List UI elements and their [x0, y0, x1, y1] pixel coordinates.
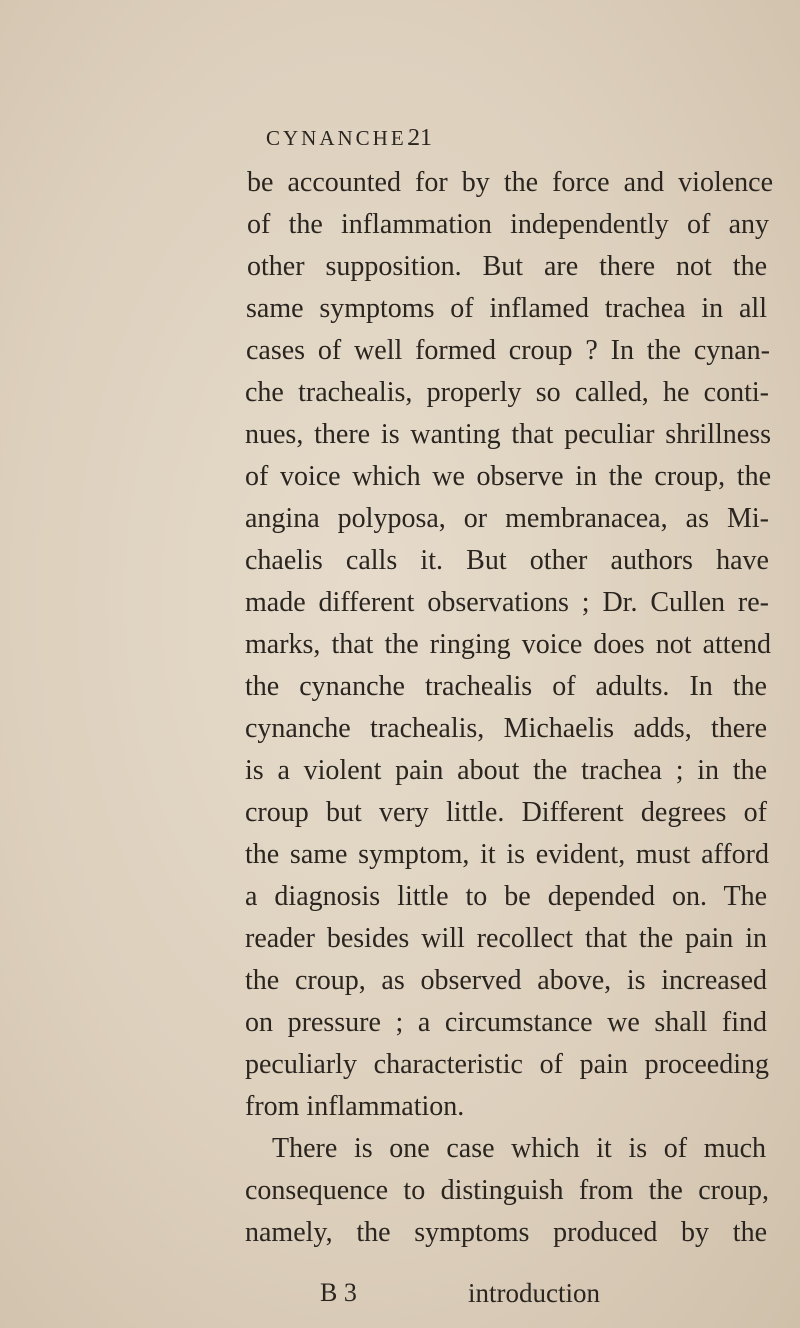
text-line: a diagnosis little to be depended on. The [245, 881, 767, 912]
text-line: reader besides will recollect that the pain in [245, 923, 767, 954]
signature-mark: B 3 [320, 1278, 357, 1307]
text-line: che trachealis, properly so called, he conti- [245, 377, 769, 408]
page-number: 21 [408, 125, 432, 151]
page-header [0, 118, 800, 158]
text-line: other supposition. But are there not the [247, 251, 767, 282]
running-head: CYNANCHE. [266, 126, 415, 150]
text-line: nues, there is wanting that peculiar shrillness [245, 419, 771, 450]
text-line: namely, the symptoms produced by the [245, 1217, 767, 1248]
text-line: cynanche trachealis, Michaelis adds, there [245, 713, 767, 744]
text-line: be accounted for by the force and violence [247, 167, 773, 198]
text-line: of the inflammation independently of any [247, 209, 769, 240]
text-line: made different observations ; Dr. Cullen re- [245, 587, 769, 618]
text-line: marks, that the ringing voice does not attend [245, 629, 771, 660]
text-line: the croup, as observed above, is increased [245, 965, 767, 996]
text-line: cases of well formed croup ? In the cynan- [246, 335, 770, 366]
text-line: consequence to distinguish from the croup, [245, 1175, 769, 1206]
text-line: the cynanche trachealis of adults. In the [245, 671, 767, 702]
text-line: on pressure ; a circumstance we shall find [245, 1007, 767, 1038]
text-line: from inflammation. [245, 1091, 465, 1122]
text-line: of voice which we observe in the croup, the [245, 461, 771, 492]
page-footer [0, 1272, 800, 1314]
paragraph-start-line: There is one case which it is of much [272, 1133, 766, 1164]
text-line: chaelis calls it. But other authors have [245, 545, 769, 576]
catchword: introduction [468, 1278, 600, 1308]
text-line: is a violent pain about the trachea ; in the [245, 755, 767, 786]
text-line: angina polyposa, or membranacea, as Mi- [245, 503, 769, 534]
text-line: the same symptom, it is evident, must afford [245, 839, 769, 870]
text-line: same symptoms of inflamed trachea in all [246, 293, 767, 324]
text-line: peculiarly characteristic of pain proceeding [245, 1049, 769, 1080]
text-line: croup but very little. Different degrees of [245, 797, 767, 828]
